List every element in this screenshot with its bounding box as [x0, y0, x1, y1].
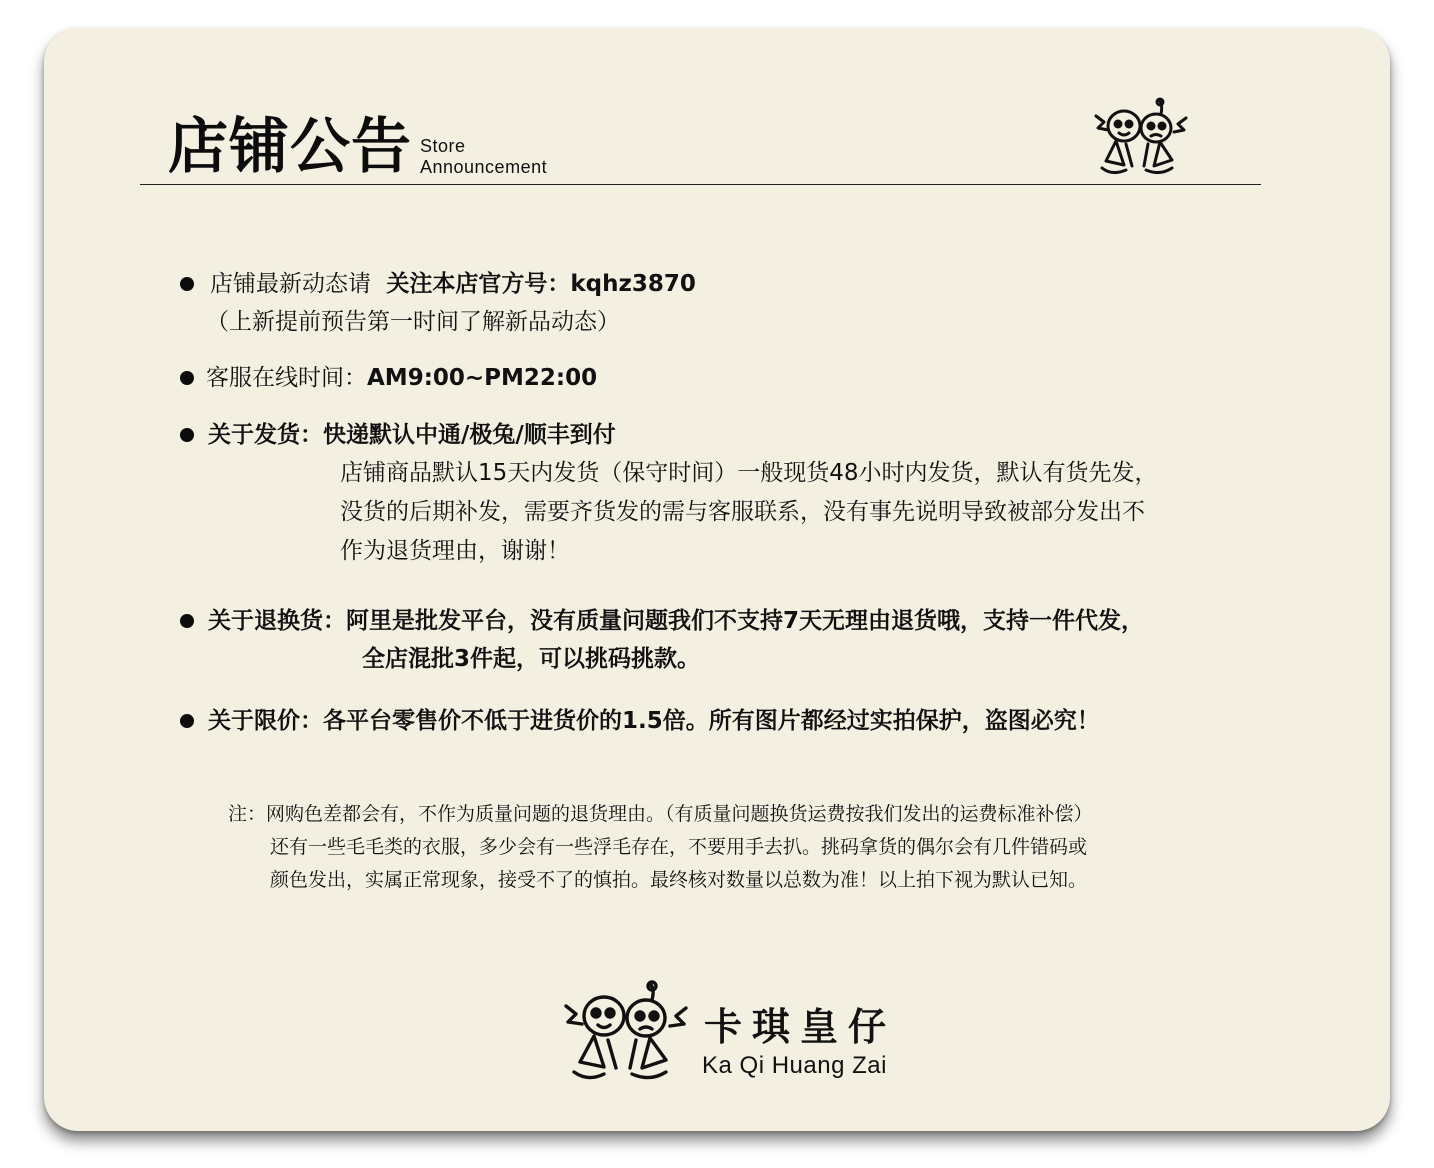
- announcement-card: [44, 28, 1390, 1131]
- service-label: 客服在线时间：: [206, 365, 367, 391]
- price-line: 关于限价：各平台零售价不低于进货价的1.5倍。所有图片都经过实拍保护，盗图必究！: [208, 708, 1100, 734]
- note-line-1: 注：网购色差都会有，不作为质量问题的退货理由。（有质量问题换货运费按我们发出的运费标准补偿）: [228, 803, 1093, 825]
- header-divider: [140, 184, 1261, 185]
- news-label: 店铺最新动态请: [210, 271, 371, 297]
- two-kids-mascot-icon: [556, 978, 696, 1082]
- news-detail: （上新提前预告第一时间了解新品动态）: [206, 309, 620, 335]
- official-account: 关注本店官方号：kqhz3870: [386, 271, 696, 297]
- bullet: [180, 714, 194, 728]
- page-title: 店铺公告: [168, 112, 412, 182]
- brand-name-cn: 卡琪皇仔: [704, 1004, 897, 1049]
- news-line: [210, 269, 696, 299]
- mascot-icon: [1086, 94, 1196, 178]
- bullet: [180, 614, 194, 628]
- service-hours: AM9:00~PM22:00: [367, 365, 598, 391]
- shipping-detail-3: 作为退货理由，谢谢！: [340, 538, 570, 564]
- service-line: [206, 363, 597, 393]
- brand-name-en: Ka Qi Huang Zai: [702, 1052, 887, 1079]
- returns-line-2: 全店混批3件起，可以挑码挑款。: [362, 646, 701, 672]
- returns-line-1: 关于退换货：阿里是批发平台，没有质量问题我们不支持7天无理由退货哦，支持一件代发，: [208, 608, 1145, 634]
- bullet: [180, 277, 194, 291]
- bullet: [180, 428, 194, 442]
- bullet: [180, 371, 194, 385]
- subtitle-line-2: Announcement: [420, 157, 548, 177]
- note-line-3: 颜色发出，实属正常现象，接受不了的慎拍。最终核对数量以总数为准！以上拍下视为默认已知。: [270, 869, 1088, 891]
- note-line-2: 还有一些毛毛类的衣服，多少会有一些浮毛存在，不要用手去扒。挑码拿货的偶尔会有几件错码或: [270, 836, 1088, 858]
- shipping-title: 关于发货：快递默认中通/极兔/顺丰到付: [208, 422, 616, 448]
- subtitle-line-1: Store: [420, 136, 466, 156]
- shipping-detail-2: 没货的后期补发，需要齐货发的需与客服联系，没有事先说明导致被部分发出不: [340, 499, 1145, 525]
- shipping-detail-1: 店铺商品默认15天内发货（保守时间）一般现货48小时内发货，默认有货先发，: [340, 460, 1158, 486]
- page-subtitle: [420, 136, 547, 178]
